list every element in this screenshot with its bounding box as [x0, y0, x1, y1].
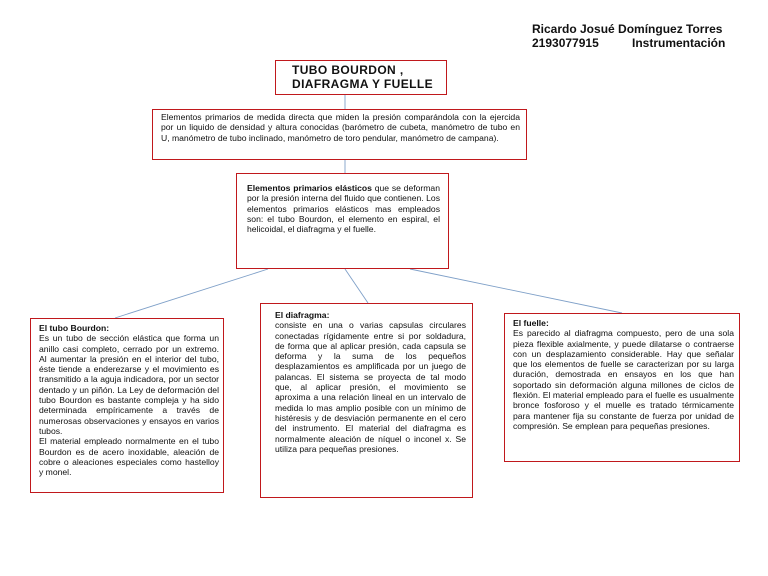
author-name: Ricardo Josué Domínguez Torres — [532, 22, 723, 36]
node-diafragma-p1: consiste en una o varias capsulas circulares conectadas rígidamente entre si por soldadura, de forma que al aplicar presión, cada capsula se deforma y la suma de los pequeños desplazamientos es amplificada por un juego de palancas. El sistema se proyecta de tal modo que, al aplicar presión, el movimiento se aproxima a una relación lineal en un intervalo de medida lo mas amplio posible con un mínimo de histéresis y de desviación permanente en el cero del instrumento. El material del diafragma es normalmente aleación de níquel o inconel x. Se utiliza para pequeñas presiones. — [275, 320, 466, 454]
node-diafragma-title: El diafragma: — [275, 310, 330, 320]
node-fuelle-p1: Es parecido al diafragma compuesto, pero de una sola pieza flexible axialmente, y puede dilatarse o contraerse con un desplazamiento considerable. Hay que señalar que los elementos de fuelle se caracterizan por su larga duración, demostrada en ensayos en los que han soportado sin deformación alguna millones de ciclos de flexión. El material empleado para el fuelle es usualmente bronce fosforoso y el muelle es tratado térmicamente para mantener fija su constante de fuerza por unidad de compresión. Se emplean para pequeñas presiones. — [513, 328, 734, 431]
student-id: 2193077915 — [532, 36, 599, 50]
node-bourdon-p2: El material empleado normalmente en el tubo Bourdon es de acero inoxidable, aleación de cobre o aleaciones especiales como hastelloy y monel. — [39, 436, 219, 478]
connector-elasticos-diafragma — [345, 269, 368, 303]
node-primarios-text: Elementos primarios de medida directa que miden la presión comparándola con la ejercida por un liquido de densidad y altura conocidas (barómetro de cubeta, manómetro de tubo en U, manómetro de tubo inclinado, manómetro de toro pendular, manómetro de campana). — [161, 112, 520, 143]
diagram-title-line2: DIAFRAGMA Y FUELLE — [292, 77, 433, 91]
node-elasticos-heading: Elementos primarios elásticos — [247, 183, 372, 193]
node-fuelle-title: El fuelle: — [513, 318, 549, 328]
course-name: Instrumentación — [632, 36, 726, 50]
node-bourdon-title: El tubo Bourdon: — [39, 323, 110, 333]
author-header — [532, 22, 725, 50]
diagram-title — [275, 60, 447, 95]
node-elasticos-text: que se deforman por la presión interna del fluido que contienen. Los elementos primarios elásticos mas empleados son: el tubo Bourdon, el elemento en espiral, el helicoidal, el diafragma y el fuelle. — [247, 183, 440, 235]
node-elasticos-paragraph — [247, 183, 440, 234]
node-bourdon-p1: Es un tubo de sección elástica que forma un anillo casi completo, cerrado por un extremo. Al aumentar la presión en el interior del tubo, éste tiende a enderezarse y el movimiento es transmitido a la aguja indicadora, por un sector dentado y un piñón. La Ley de deformación del tubo Bourdon es bastante compleja y ha sido determinada empíricamente a través de numerosas observaciones y ensayos en varios tubos. — [39, 333, 219, 436]
diagram-title-line1: TUBO BOURDON , — [292, 63, 404, 77]
node-fuelle — [504, 313, 740, 462]
node-primarios — [152, 109, 527, 160]
connector-elasticos-bourdon — [115, 269, 268, 318]
node-bourdon — [30, 318, 224, 493]
author-details — [532, 36, 725, 50]
node-diafragma — [260, 303, 473, 498]
node-elasticos — [236, 173, 449, 269]
